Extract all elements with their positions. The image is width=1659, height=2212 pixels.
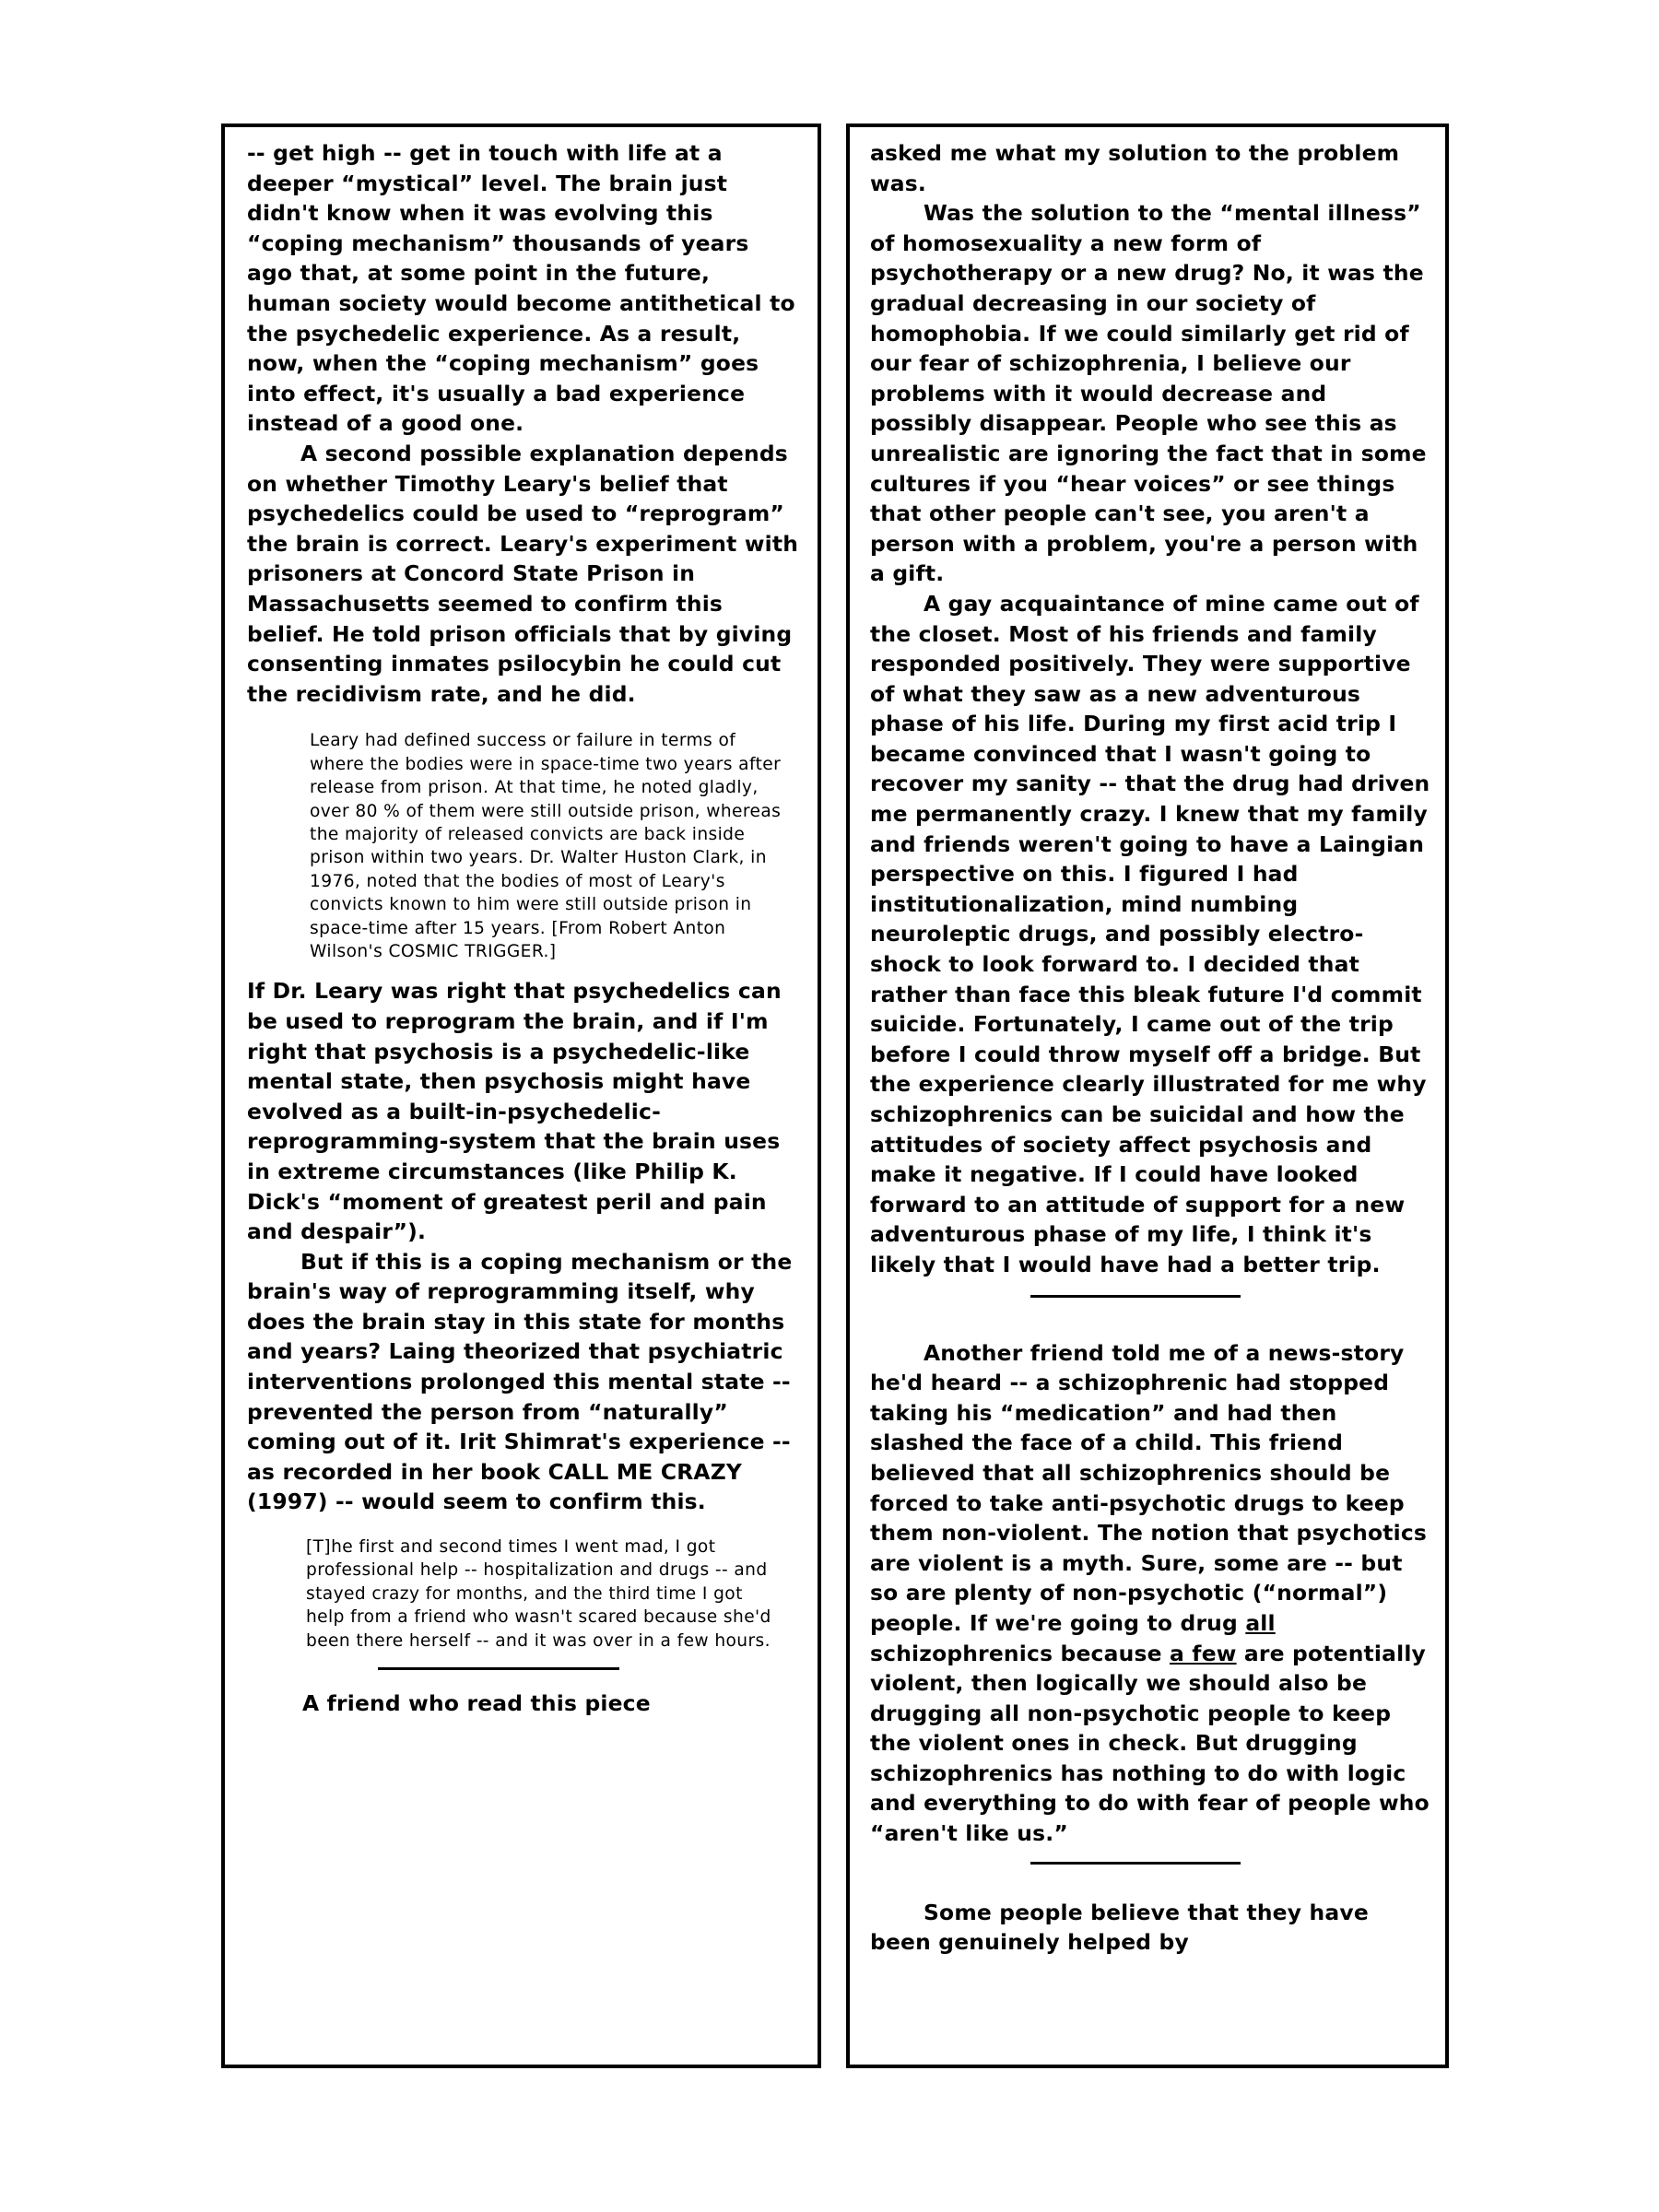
right-paragraph-4	[870, 1338, 1430, 1849]
right-column	[870, 138, 1430, 1958]
left-paragraph-2: A second possible explanation depends on whether Timothy Leary's belief that psychedelics could be used to “reprogram” the brain is correct. Leary's experiment with prisoners at Concord State Prison in Massachusetts seemed to confirm this belief. He told prison officials that by giving consenting inmates psilocybin he could cut the recidivism rate, and he did.	[247, 440, 799, 707]
right-text-panel	[846, 124, 1449, 2068]
left-paragraph-5: A friend who read this piece	[302, 1690, 651, 1717]
section-divider	[1030, 1295, 1241, 1298]
right-paragraph-3: A gay acquaintance of mine came out of the closet. Most of his friends and family responded positively. They were supportive of what they saw as a new adventurous phase of his life. During my first acid trip I became convinced that I wasn't going to recover my sanity -- that the drug had driven me permanently crazy. I knew that my family and friends weren't going to have a Laingian perspective on this. I figured I had institutionalization, mind numbing neuroleptic drugs, and possibly electro-shock to look forward to. I decided that rather than face this bleak future I'd commit suicide. Fortunately, I came out of the trip before I could throw myself off a bridge. But the experience clearly illustrated for me why schizophrenics can be suicidal and how the attitudes of society affect psychosis and make it negative. If I could have looked forward to an attitude of support for a new adventurous phase of my life, I think it's likely that I would have had a better trip.	[870, 590, 1430, 1277]
left-paragraph-4: But if this is a coping mechanism or the brain's way of reprogramming itself, why does the brain stay in this state for months and years? Laing theorized that psychiatric interventions prolonged this mental state -- prevented the person from “naturally” coming out of it. Irit Shimrat's experience -- as recorded in her book CALL ME CRAZY (1997) -- would seem to confirm this.	[247, 1248, 793, 1515]
section-divider	[378, 1667, 619, 1670]
leary-quote-block: Leary had defined success or failure in terms of where the bodies were in space-time two years after release from prison. At that time, he noted gladly, over 80 % of them were still outside prison, whereas the majority of released convicts are back inside prison within two years. Dr. Walter Huston Clark, in 1976, noted that the bodies of most of Leary's convicts known to him were still outside prison in space-time after 15 years. [From Robert Anton Wilson's COSMIC TRIGGER.]	[310, 731, 782, 961]
underlined-word-all: all	[1245, 1609, 1276, 1636]
left-paragraph-3: If Dr. Leary was right that psychedelics can be used to reprogram the brain, and if I'm right that psychosis is a psychedelic-like mental state, then psychosis might have evolved as a built-in-psychedelic-reprogramming-system that the brain uses in extreme circumstances (like Philip K. Dick's “moment of greatest peril and pain and despair”).	[247, 978, 782, 1245]
left-text-panel	[221, 124, 821, 2068]
right-paragraph-2: Was the solution to the “mental illness” of homosexuality a new form of psychotherapy or a new drug? No, it was the gradual decreasing in our society of homophobia. If we could similarly get rid of our fear of schizophrenia, I believe our problems with it would decrease and possibly disappear. People who see this as unrealistic are ignoring the fact that in some cultures if you “hear voices” or see things that other people can't see, you aren't a person with a problem, you're a person with a gift.	[870, 200, 1427, 587]
right-paragraph-4-part-3: are potentially violent, then logically we should also be drugging all non-psychotic people to keep the violent ones in check. But drugging schizophrenics has nothing to do with logic and everything to do with fear of people who “aren't like us.”	[870, 1640, 1430, 1847]
right-paragraph-4-part-2: schizophrenics because	[870, 1640, 1170, 1666]
left-column	[247, 138, 800, 1719]
right-paragraph-1: asked me what my solution to the problem was.	[870, 140, 1400, 196]
shimrat-quote-block: [T]he first and second times I went mad, I got professional help -- hospitalization and drugs -- and stayed crazy for months, and the third time I got help from a friend who wasn't scared because she'd been there herself -- and it was over in a few hours.	[306, 1537, 771, 1651]
section-divider	[1030, 1862, 1241, 1865]
underlined-words-a-few: a few	[1169, 1640, 1237, 1666]
right-paragraph-5: Some people believe that they have been genuinely helped by	[870, 1899, 1369, 1956]
left-paragraph-1: -- get high -- get in touch with life at a deeper “mystical” level. The brain just didn't know when it was evolving this “coping mechanism” thousands of years ago that, at some point in the future, human society would become antithetical to the psychedelic experience. As a result, now, when the “coping mechanism” goes into effect, it's usually a bad experience instead of a good one.	[247, 140, 795, 437]
right-paragraph-4-part-1: Another friend told me of a news-story he'd heard -- a schizophrenic had stopped taking his “medication” and had then slashed the face of a child. This friend believed that all schizophrenics should be forced to take anti-psychotic drugs to keep them non-violent. The notion that psychotics are violent is a myth. Sure, some are -- but so are plenty of non-psychotic (“normal”) people. If we're going to drug	[870, 1339, 1428, 1636]
